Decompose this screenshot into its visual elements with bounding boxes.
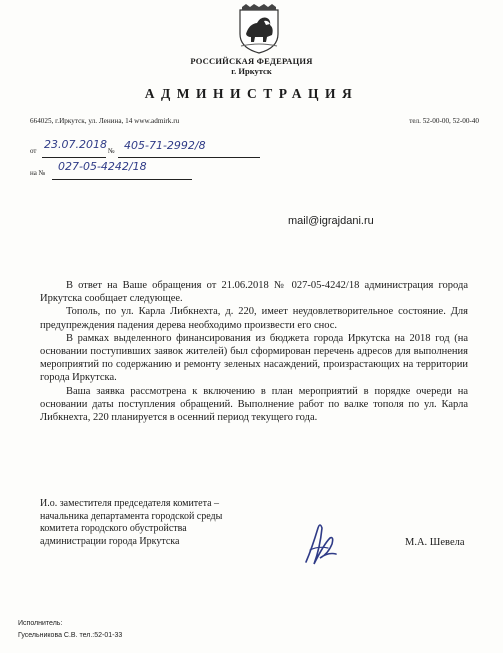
handwritten-signature xyxy=(298,518,340,570)
executor-name: Гусельникова С.В. тел.:52-01-33 xyxy=(18,632,123,639)
organization-address: 664025, г.Иркутск, ул. Ленина, 14 www.admirk.ru xyxy=(30,117,180,125)
reference-underline xyxy=(52,179,192,180)
number-prefix: № xyxy=(108,147,115,155)
date-underline xyxy=(42,157,106,158)
organization-phones: тел. 52-00-00, 52-00-40 xyxy=(409,117,479,125)
handwritten-number: 405-71-2992/8 xyxy=(124,139,206,152)
signatory-title-line: администрации города Иркутска xyxy=(40,535,180,547)
signatory-title-line: комитета городского обустройства xyxy=(40,523,187,534)
signatory-title-line: начальника департамента городской среды xyxy=(40,510,223,522)
city-name: г. Иркутск xyxy=(231,66,272,76)
signatory-title xyxy=(40,498,222,548)
number-underline xyxy=(118,157,260,158)
country-name: РОССИЙСКАЯ ФЕДЕРАЦИЯ xyxy=(190,56,313,66)
letter-body xyxy=(40,279,468,424)
recipient-email: mail@igrajdani.ru xyxy=(288,215,374,227)
organization-title: АДМИНИСТРАЦИЯ xyxy=(144,86,359,101)
executor-info xyxy=(18,618,122,642)
executor-label: Исполнитель: xyxy=(18,620,63,627)
coat-of-arms-emblem xyxy=(237,4,281,54)
from-prefix: от xyxy=(30,147,37,155)
handwritten-date: 23.07.2018 xyxy=(44,138,107,151)
body-paragraph: Ваша заявка рассмотрена к включению в план мероприятий в порядке очереди на основании даты поступления обращений. Выполнение работ по валке тополя по ул. Карла Либкнехта, 220 планируется в осенний период текущего года. xyxy=(40,385,468,424)
body-paragraph: В рамках выделенного финансирования из бюджета города Иркутска на 2018 год (на основании поступивших заявок жителей) был сформирован перечень адресов для выполнения мероприятий по содержанию и ремонту зеленых насаждений, произрастающих на территории города Иркутска. xyxy=(40,332,468,384)
handwritten-reference-number: 027-05-4242/18 xyxy=(58,160,147,173)
signatory-title-line: И.о. заместителя председателя комитета – xyxy=(40,498,220,509)
reference-prefix: на № xyxy=(30,169,46,177)
signer-name: М.А. Шевела xyxy=(405,537,465,548)
body-paragraph: Тополь, по ул. Карла Либкнехта, д. 220, имеет неудовлетворительное состояние. Для предупреждения падения дерева необходимо произвести его снос. xyxy=(40,306,468,331)
body-paragraph: В ответ на Ваше обращения от 21.06.2018 № 027-05-4242/18 администрация города Иркутска сообщает следующее. xyxy=(40,280,468,305)
